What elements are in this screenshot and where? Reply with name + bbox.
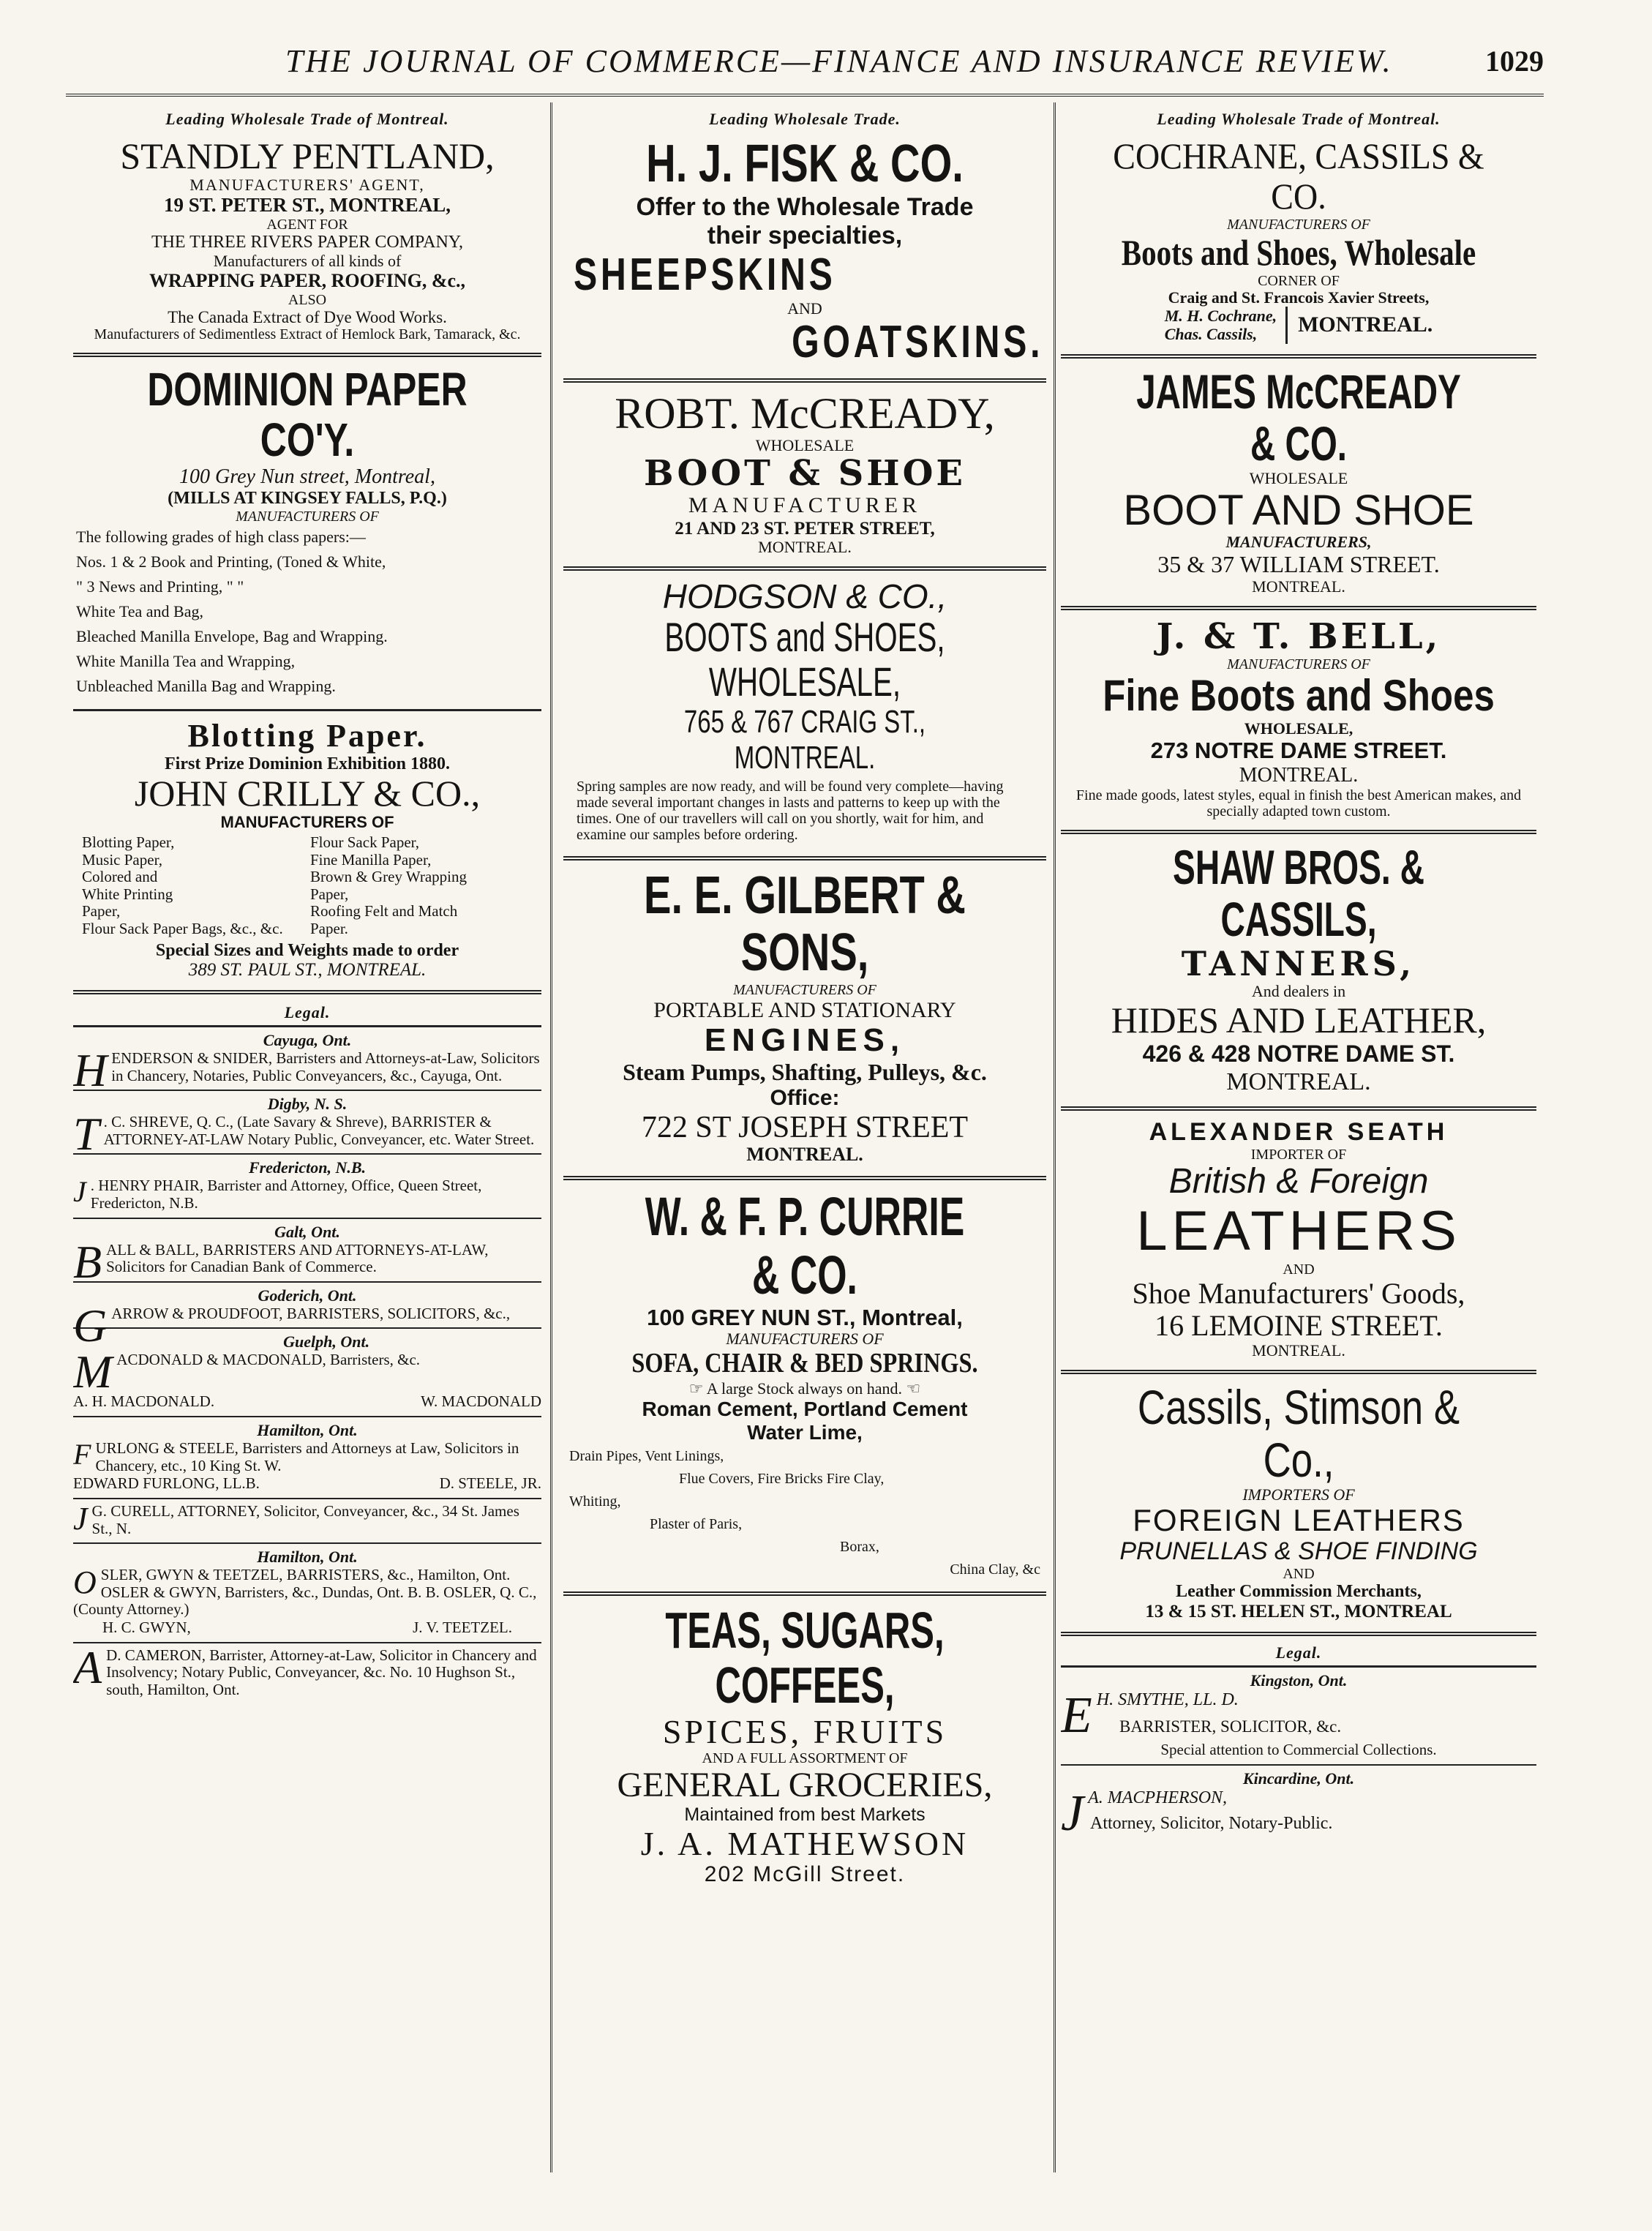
ad-line: Plaster of Paris, <box>650 1515 743 1532</box>
legal-card <box>73 1027 541 1097</box>
column-1 <box>73 110 541 2180</box>
ad-line: GENERAL GROCERIES, <box>617 1766 993 1805</box>
ad-line: Manufacturers of Sedimentless Extract of Hemlock Bark, Tamarack, &c. <box>94 326 521 342</box>
ad-line: AND <box>1283 1566 1315 1583</box>
legal-card <box>73 1329 541 1417</box>
ad-line: CORNER OF <box>1258 273 1340 289</box>
ad-line: Borax, <box>840 1538 879 1555</box>
advertiser-name: J. A. MATHEWSON <box>640 1824 969 1862</box>
ad-headline: Boots and Shoes, Wholesale <box>1121 232 1476 273</box>
ad-headline: TEAS, SUGARS, COFFEES, <box>665 1601 945 1714</box>
ad-line: AND A FULL ASSORTMENT OF <box>702 1750 908 1767</box>
ad-line: The following grades of high class papers:— <box>76 527 366 546</box>
ad-address: 426 & 428 NOTRE DAME ST. <box>1142 1040 1455 1068</box>
ad-line: (MILLS AT KINGSEY FALLS, P.Q.) <box>168 489 447 509</box>
legal-heading: Legal. <box>73 994 541 1027</box>
ad-headline: TANNERS, <box>1181 944 1416 984</box>
ad-dominion-paper <box>73 357 541 711</box>
section-heading: Leading Wholesale Trade. <box>709 110 901 128</box>
drop-initial: M <box>73 1346 113 1398</box>
advertiser-name: E. E. GILBERT & SONS, <box>644 866 966 983</box>
ad-line: White Tea and Bag, <box>76 602 203 621</box>
drop-initial: J <box>73 1501 88 1537</box>
ad-address: Craig and St. Francois Xavier Streets, <box>1168 288 1430 307</box>
ad-line: Offer to the Wholesale Trade <box>636 192 974 221</box>
ad-hj-fisk <box>563 129 1046 383</box>
legal-place: Fredericton, N.B. <box>248 1158 367 1177</box>
ad-line: MANUFACTURERS OF <box>1227 217 1370 233</box>
ad-address: 273 NOTRE DAME STREET. <box>1150 738 1447 764</box>
ad-line: Office: <box>770 1085 840 1110</box>
ad-headline: BOOT AND SHOE <box>1123 486 1474 534</box>
ad-line: British & Foreign <box>1168 1162 1429 1201</box>
ad-cochrane-cassils <box>1061 129 1536 359</box>
advertiser-name: JAMES McCREADY & CO. <box>1136 364 1461 471</box>
ad-line: Manufacturers of all kinds of <box>213 251 402 270</box>
ad-line: MANUFACTURERS, <box>1225 533 1372 552</box>
ad-line: AND <box>787 299 822 318</box>
ad-alexander-seath <box>1061 1111 1536 1374</box>
ad-line: MANUFACTURER <box>688 493 922 518</box>
advertiser-name: W. & F. P. CURRIE & CO. <box>645 1185 965 1305</box>
ad-teas-sugars <box>563 1596 1046 1898</box>
ad-line: And dealers in <box>1251 982 1346 1001</box>
legal-place: Cayuga, Ont. <box>263 1031 352 1050</box>
partner-name: M. H. Cochrane, <box>1164 307 1277 326</box>
page-header <box>66 42 1544 86</box>
ad-line: Unbleached Manilla Bag and Wrapping. <box>76 677 336 696</box>
list-item: Brown & Grey Wrapping <box>310 868 467 886</box>
ad-shaw-bros <box>1061 834 1536 1111</box>
partner-name: D. STEELE, JR. <box>439 1474 541 1493</box>
list-item: Blotting Paper, <box>82 833 175 852</box>
legal-text: H. SMYTHE, LL. D. <box>1096 1690 1239 1710</box>
ad-jt-bell <box>1061 610 1536 834</box>
ad-headline: Blotting Paper. <box>187 718 427 754</box>
ad-line: MONTREAL. <box>1252 1341 1345 1360</box>
ad-body: Spring samples are now ready, and will be found very complete—having made several important changes in lasts and patterns to keep up with the times. One of our travellers will call on you shortly, wait for him, and examine our samples before ordering. <box>577 779 1004 844</box>
partner-name: J. V. TEETZEL. <box>413 1618 512 1636</box>
ad-headline: BOOT & SHOE <box>644 453 966 495</box>
ad-line: MANUFACTURERS OF <box>733 981 876 998</box>
ad-address: 21 AND 23 ST. PETER STREET, <box>675 518 935 539</box>
ad-robt-mccready <box>563 383 1046 571</box>
column-divider <box>1054 102 1057 2172</box>
advertiser-name: JOHN CRILLY & CO., <box>134 773 481 814</box>
ad-john-crilly <box>73 711 541 994</box>
advertiser-name: HODGSON & CO., <box>662 577 947 616</box>
legal-place: Guelph, Ont. <box>283 1332 370 1351</box>
legal-card <box>73 1219 541 1288</box>
ad-line: MANUFACTURERS' AGENT, <box>189 176 425 194</box>
ad-product: SHEEPSKINS <box>574 249 836 300</box>
ad-line: White Manilla Tea and Wrapping, <box>76 652 296 671</box>
legal-card <box>73 1544 541 1643</box>
ad-line: IMPORTER OF <box>1250 1147 1347 1163</box>
legal-text: Attorney, Solicitor, Notary-Public. <box>1090 1813 1333 1833</box>
column-3 <box>1061 110 1536 2180</box>
advertiser-name: J. & T. BELL, <box>1156 616 1441 658</box>
ad-line: Whiting, <box>569 1493 621 1510</box>
ad-line: China Clay, &c <box>950 1561 1040 1578</box>
legal-place: Kingston, Ont. <box>1250 1671 1348 1690</box>
ad-line: Roman Cement, Portland Cement <box>642 1398 968 1421</box>
advertiser-name: SHAW BROS. & CASSILS, <box>1173 839 1424 947</box>
section-heading: Leading Wholesale Trade of Montreal. <box>1157 110 1441 128</box>
drop-initial: J <box>73 1175 86 1209</box>
ad-line: their specialties, <box>707 221 903 250</box>
partner-name: H. C. GWYN, <box>102 1618 191 1636</box>
ad-line: First Prize Dominion Exhibition 1880. <box>165 754 450 773</box>
advertiser-name: ALEXANDER SEATH <box>1149 1118 1449 1147</box>
legal-card <box>73 1499 541 1544</box>
advertiser-name: COCHRANE, CASSILS & CO. <box>1113 135 1484 217</box>
ad-james-mccready <box>1061 359 1536 611</box>
ad-line: The Canada Extract of Dye Wood Works. <box>168 307 447 326</box>
ad-address: 19 ST. PETER ST., MONTREAL, <box>163 194 451 217</box>
ad-line: MONTREAL. <box>746 1144 863 1166</box>
ad-line: Maintained from best Markets <box>684 1804 926 1826</box>
ad-line: WHOLESALE, <box>1244 719 1353 738</box>
legal-text: ALL & BALL, BARRISTERS AND ATTORNEYS-AT-LAW, Solicitors for Canadian Bank of Commerce. <box>106 1240 489 1276</box>
list-item: White Printing <box>82 885 173 903</box>
ad-headline: SOFA, CHAIR & BED SPRINGS. <box>631 1348 978 1379</box>
legal-card <box>73 1417 541 1499</box>
ad-headline: BOOTS and SHOES, WHOLESALE, <box>664 614 945 705</box>
drop-initial: O <box>73 1564 97 1601</box>
ad-line: MANUFACTURERS OF <box>1227 656 1370 673</box>
drop-initial: A <box>73 1641 102 1693</box>
drop-initial: H <box>73 1044 108 1097</box>
header-rule <box>66 94 1544 100</box>
ad-address: 100 GREY NUN ST., Montreal, <box>647 1304 963 1330</box>
legal-heading: Legal. <box>1061 1636 1536 1668</box>
ad-line: Bleached Manilla Envelope, Bag and Wrapping. <box>76 627 388 646</box>
legal-place: Digby, N. S. <box>267 1095 348 1114</box>
legal-text: . HENRY PHAIR, Barrister and Attorney, Office, Queen Street, Fredericton, N.B. <box>90 1177 482 1212</box>
drop-initial: F <box>73 1438 91 1471</box>
page-number: 1029 <box>1485 45 1544 78</box>
ad-line: SPICES, FRUITS <box>662 1712 947 1750</box>
ad-address: 722 ST JOSEPH STREET <box>641 1111 969 1144</box>
ad-line: IMPORTERS OF <box>1242 1485 1355 1504</box>
legal-card <box>1061 1766 1536 1842</box>
legal-place: Hamilton, Ont. <box>257 1548 358 1567</box>
journal-title: THE JOURNAL OF COMMERCE—FINANCE AND INSURANCE REVIEW. <box>285 43 1393 79</box>
column-2 <box>563 110 1046 2180</box>
advertiser-name: Cassils, Stimson & Co., <box>1137 1380 1460 1487</box>
ad-line: WHOLESALE <box>1249 469 1348 488</box>
ad-product: GOATSKINS. <box>791 317 1043 368</box>
ad-address: 13 & 15 ST. HELEN ST., MONTREAL <box>1145 1601 1452 1621</box>
ad-standly-pentland <box>73 129 541 357</box>
list-item: Music Paper, <box>82 850 162 869</box>
legal-text: G. CURELL, ATTORNEY, Solicitor, Conveyancer, &c., 34 St. James St., N. <box>91 1502 519 1537</box>
legal-text: Special attention to Commercial Collections. <box>1160 1741 1437 1759</box>
legal-text: SLER, GWYN & TEETZEL, BARRISTERS, &c., Hamilton, Ont. OSLER & GWYN, Barristers, &c., Dundas, Ont. B. B. OSLER, Q. C., (County Attorney.) <box>73 1566 537 1619</box>
ad-headline: LEATHERS <box>1136 1200 1461 1262</box>
ad-wfp-currie <box>563 1180 1046 1596</box>
partner-name: A. H. MACDONALD. <box>73 1392 215 1411</box>
ad-line: MONTREAL. <box>1252 577 1345 596</box>
ad-address: 16 LEMOINE STREET. <box>1154 1309 1443 1343</box>
advertiser-name: DOMINION PAPER CO'Y. <box>147 363 468 467</box>
ad-line: AGENT FOR <box>266 217 348 233</box>
ad-line: Flue Covers, Fire Bricks Fire Clay, <box>679 1470 885 1487</box>
ad-address: 35 & 37 WILLIAM STREET. <box>1157 551 1440 578</box>
legal-text: ARROW & PROUDFOOT, BARRISTERS, SOLICITORS, &c., <box>111 1304 511 1322</box>
legal-text: . C. SHREVE, Q. C., (Late Savary & Shreve), BARRISTER & ATTORNEY-AT-LAW Notary Public, Conveyancer, etc. Water Street. <box>103 1113 535 1148</box>
ad-line: A large Stock always on hand. <box>706 1379 902 1398</box>
legal-text: BARRISTER, SOLICITOR, &c. <box>1119 1717 1342 1736</box>
legal-place: Goderich, Ont. <box>258 1286 357 1305</box>
column-divider <box>550 102 554 2172</box>
legal-place: Galt, Ont. <box>274 1222 340 1241</box>
ad-line: ALSO <box>288 291 327 308</box>
legal-place: Hamilton, Ont. <box>257 1421 358 1440</box>
ad-product: ENGINES, <box>704 1022 906 1059</box>
ad-headline: Fine Boots and Shoes <box>1103 671 1495 721</box>
legal-card <box>73 1643 541 1704</box>
legal-place: Kincardine, Ont. <box>1242 1769 1355 1788</box>
ad-line: MONTREAL. <box>1226 1068 1371 1096</box>
ad-line: PRUNELLAS & SHOE FINDING <box>1119 1537 1478 1566</box>
ad-address: 389 ST. PAUL ST., MONTREAL. <box>188 959 427 980</box>
list-item: Paper, <box>310 885 349 903</box>
ad-line: MONTREAL. <box>1239 763 1359 787</box>
ad-line: Shoe Manufacturers' Goods, <box>1132 1277 1465 1311</box>
ad-body: Fine made goods, latest styles, equal in finish the best American makes, and specially adapted town custom. <box>1075 787 1522 820</box>
ad-cassils-stimson <box>1061 1374 1536 1636</box>
ad-line: PORTABLE AND STATIONARY <box>653 997 956 1022</box>
ad-line: Steam Pumps, Shafting, Pulleys, &c. <box>623 1058 987 1085</box>
ad-line: " 3 News and Printing, " " <box>76 577 244 596</box>
legal-text: URLONG & STEELE, Barristers and Attorneys at Law, Solicitors in Chancery, etc., 10 King St. W. <box>95 1439 519 1474</box>
ad-line: Leather Commission Merchants, <box>1176 1582 1422 1602</box>
ad-line: MANUFACTURERS OF <box>236 508 379 525</box>
list-item: Paper. <box>310 920 348 937</box>
drop-initial: G <box>73 1299 108 1351</box>
pointing-hand-icon: ☞ <box>688 1379 704 1398</box>
ad-line: FOREIGN LEATHERS <box>1133 1502 1465 1537</box>
ad-line: HIDES AND LEATHER, <box>1111 1000 1487 1041</box>
ad-address: 100 Grey Nun street, Montreal, <box>179 465 435 489</box>
ad-line: Drain Pipes, Vent Linings, <box>569 1447 724 1464</box>
legal-text: D. CAMERON, Barrister, Attorney-at-Law, Solicitor in Chancery and Insolvency; Notary Public, Conveyancer, &c. No. 10 Hughson St., south, Hamilton, Ont. <box>106 1646 537 1698</box>
list-item: Paper, <box>82 902 121 920</box>
legal-text: A. MACPHERSON, <box>1088 1788 1228 1807</box>
ad-line: MANUFACTURERS OF <box>726 1330 884 1349</box>
partner-name: Chas. Cassils, <box>1164 325 1258 344</box>
ad-line: Water Lime, <box>747 1421 863 1444</box>
ad-hodgson <box>563 571 1046 860</box>
drop-initial: T <box>73 1108 100 1161</box>
ad-line: WRAPPING PAPER, ROOFING, &c., <box>149 269 466 291</box>
list-item: Flour Sack Paper, <box>310 833 420 852</box>
pointing-hand-icon: ☜ <box>906 1379 921 1398</box>
legal-card <box>73 1091 541 1161</box>
partner-name: EDWARD FURLONG, LL.B. <box>73 1474 260 1493</box>
section-heading: Leading Wholesale Trade of Montreal. <box>165 110 449 128</box>
ad-line: WHOLESALE <box>755 436 855 455</box>
legal-card <box>1061 1668 1536 1766</box>
ad-line: THE THREE RIVERS PAPER COMPANY, <box>151 233 464 252</box>
legal-card <box>73 1155 541 1218</box>
list-item: Fine Manilla Paper, <box>310 850 432 869</box>
ad-line: MANUFACTURERS OF <box>220 813 394 832</box>
ad-address: 202 McGill Street. <box>704 1862 906 1887</box>
partner-name: W. MACDONALD <box>421 1392 541 1411</box>
advertiser-name: H. J. FISK & CO. <box>646 135 964 193</box>
list-item: Colored and <box>82 868 158 886</box>
list-item: Flour Sack Paper Bags, &c., &c. <box>82 920 283 937</box>
drop-initial: E <box>1061 1687 1092 1744</box>
drop-initial: J <box>1061 1785 1084 1842</box>
ad-line: Nos. 1 & 2 Book and Printing, (Toned & White, <box>76 552 386 571</box>
list-item: Roofing Felt and Match <box>310 902 458 920</box>
ad-address: 765 & 767 CRAIG ST., MONTREAL. <box>683 704 926 776</box>
drop-initial: B <box>73 1235 102 1288</box>
ad-line: MONTREAL. <box>1298 312 1433 337</box>
legal-text: ACDONALD & MACDONALD, Barristers, &c. <box>116 1351 421 1369</box>
advertiser-name: STANDLY PENTLAND, <box>120 135 495 176</box>
ad-line: Special Sizes and Weights made to order <box>155 940 459 960</box>
product-list <box>76 831 538 940</box>
ad-line: AND <box>1283 1261 1315 1278</box>
legal-text: ENDERSON & SNIDER, Barristers and Attorneys-at-Law, Solicitors in Chancery, Notaries, Public Conveyancers, &c., Cayuga, Ont. <box>111 1049 540 1084</box>
ad-line: MONTREAL. <box>758 538 852 557</box>
advertiser-name: ROBT. McCREADY, <box>615 389 995 438</box>
ad-ee-gilbert <box>563 860 1046 1180</box>
